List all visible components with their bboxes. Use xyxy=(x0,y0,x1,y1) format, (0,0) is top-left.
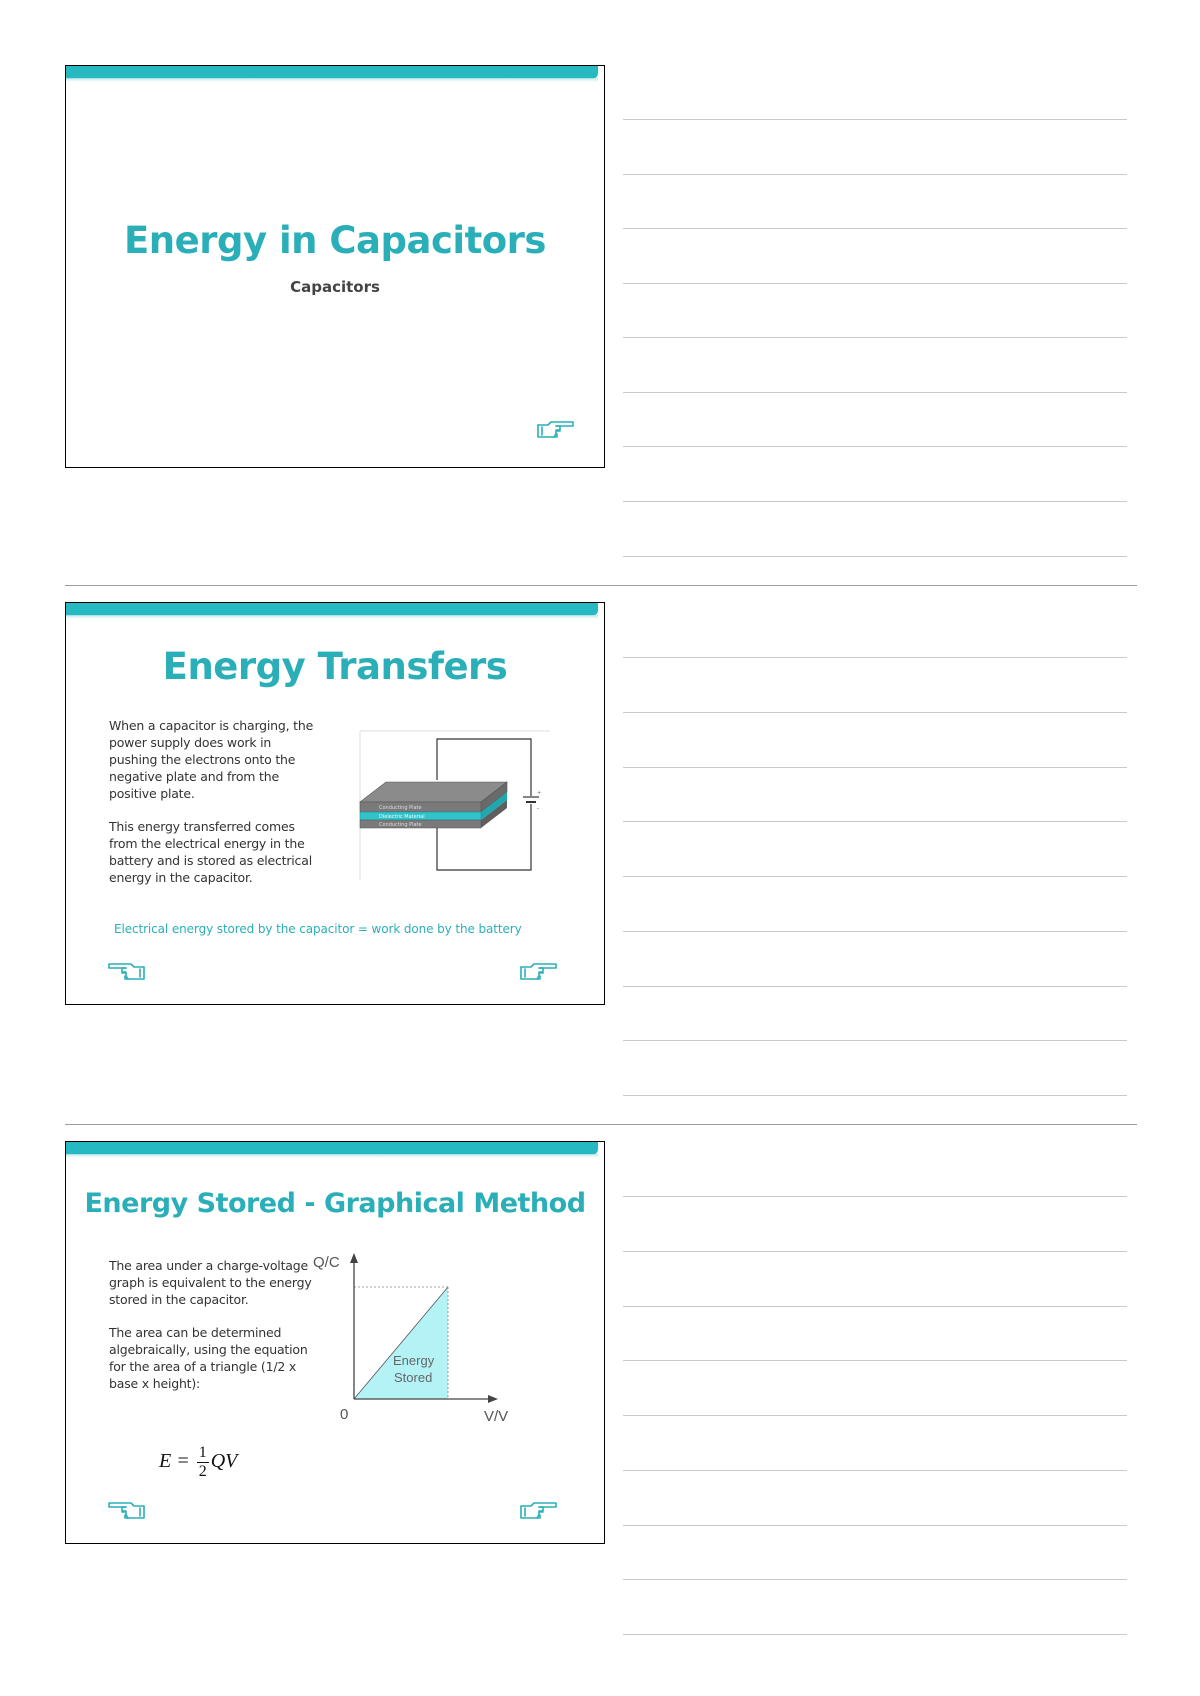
slide-subtitle: Capacitors xyxy=(290,278,380,296)
notes-line xyxy=(623,1040,1127,1041)
slide-header-band xyxy=(66,66,598,79)
notes-line xyxy=(623,657,1127,658)
notes-line xyxy=(623,1525,1127,1526)
notes-line xyxy=(623,1579,1127,1580)
svg-text:-: - xyxy=(537,805,540,812)
formula-numerator: 1 xyxy=(198,1444,207,1461)
slide-title: Energy Stored - Graphical Method xyxy=(84,1188,586,1219)
section-divider xyxy=(65,1124,1137,1125)
slide-header-band xyxy=(66,1142,598,1155)
notes-line xyxy=(623,1415,1127,1416)
notes-line xyxy=(623,986,1127,987)
notes-line xyxy=(623,392,1127,393)
notes-line xyxy=(623,712,1127,713)
previous-icon[interactable] xyxy=(106,958,148,984)
key-statement: Electrical energy stored by the capacitor = work done by the battery xyxy=(114,922,522,936)
slide-2 xyxy=(65,602,605,1005)
next-icon[interactable] xyxy=(534,416,576,442)
notes-line xyxy=(623,556,1127,557)
previous-icon[interactable] xyxy=(106,1497,148,1523)
svg-text:+: + xyxy=(537,790,542,796)
charge-voltage-graph xyxy=(313,1249,568,1425)
notes-line xyxy=(623,283,1127,284)
slide-3 xyxy=(65,1141,605,1544)
diagram-label: Conducting Plate xyxy=(379,805,422,811)
notes-line xyxy=(623,767,1127,768)
paragraph: The area can be determined algebraically, using the equation for the area of a triangle (1/2 x base x height): xyxy=(109,1325,308,1391)
paragraph: This energy transferred comes from the electrical energy in the battery and is stored as electrical energy in the capacitor. xyxy=(109,819,312,885)
diagram-label: Conducting Plate xyxy=(379,822,422,828)
notes-line xyxy=(623,1251,1127,1252)
x-axis-label: V/V xyxy=(484,1408,509,1425)
notes-line xyxy=(623,337,1127,338)
notes-line xyxy=(623,174,1127,175)
section-divider xyxy=(65,585,1137,586)
next-icon[interactable] xyxy=(517,958,559,984)
formula-rhs: QV xyxy=(210,1450,238,1473)
notes-line xyxy=(623,501,1127,502)
paragraph: The area under a charge-voltage graph is equivalent to the energy stored in the capacitor. xyxy=(109,1258,312,1307)
slide-body-text xyxy=(109,1257,314,1408)
formula-fraction xyxy=(197,1444,209,1481)
next-icon[interactable] xyxy=(517,1497,559,1523)
diagram-label: Dielectric Material xyxy=(379,814,425,820)
notes-line xyxy=(623,1360,1127,1361)
paragraph: When a capacitor is charging, the power supply does work in pushing the electrons onto the negative plate and from the positive plate. xyxy=(109,718,314,801)
notes-line xyxy=(623,1306,1127,1307)
notes-line xyxy=(623,119,1127,120)
notes-line xyxy=(623,228,1127,229)
notes-line xyxy=(623,446,1127,447)
y-axis-label: Q/C xyxy=(313,1254,340,1271)
slide-1 xyxy=(65,65,605,468)
notes-line xyxy=(623,1470,1127,1471)
slide-title: Energy in Capacitors xyxy=(124,219,546,262)
notes-line xyxy=(623,931,1127,932)
formula-denominator: 2 xyxy=(198,1463,207,1480)
slide-header-band xyxy=(66,603,598,616)
area-label: Energy xyxy=(393,1353,435,1368)
origin-label: 0 xyxy=(340,1406,349,1423)
notes-line xyxy=(623,1095,1127,1096)
capacitor-diagram xyxy=(359,730,551,880)
slide-body-text xyxy=(109,717,314,902)
notes-line xyxy=(623,1196,1127,1197)
notes-line xyxy=(623,1634,1127,1635)
notes-line xyxy=(623,821,1127,822)
formula-lhs: E = xyxy=(159,1450,190,1473)
slide-title: Energy Transfers xyxy=(162,645,508,688)
notes-line xyxy=(623,876,1127,877)
energy-formula xyxy=(159,1444,237,1481)
area-label: Stored xyxy=(394,1370,433,1385)
